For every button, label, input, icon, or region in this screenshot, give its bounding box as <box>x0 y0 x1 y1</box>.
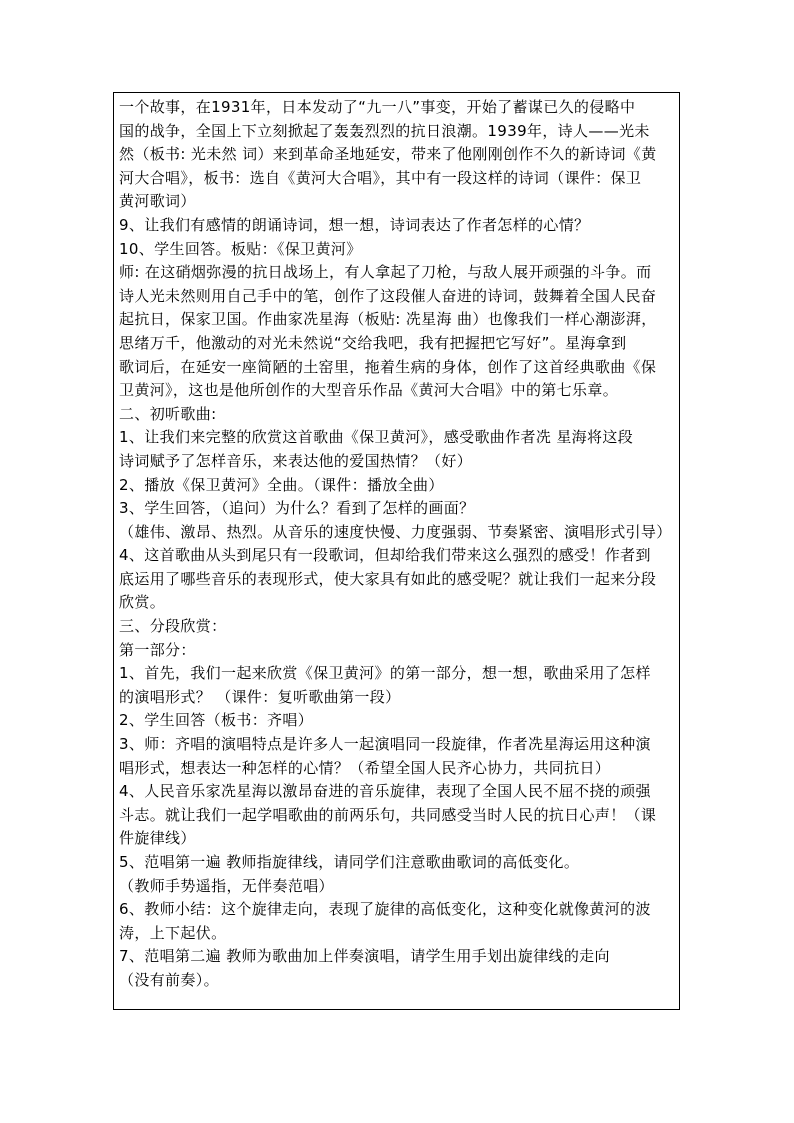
text-line: 件旋律线） <box>119 829 196 848</box>
text-line: 诗词赋予了怎样音乐，来表达他的爱国热情？（好） <box>119 451 473 470</box>
text-line: （教师手势遥指，无伴奏范唱） <box>119 876 334 895</box>
text-line: 底运用了哪些音乐的表现形式，使大家具有如此的感受呢？就让我们一起来分段 <box>119 569 657 588</box>
text-line: 欣赏。 <box>119 593 166 612</box>
text-line: 二、初听歌曲: <box>119 404 217 423</box>
text-line: 涛，上下起伏。 <box>119 923 227 942</box>
text-line: 一个故事，在1931年，日本发动了“九一八”事变，开始了蓄谋已久的侵略中 <box>119 98 636 116</box>
text-line: 2、播放《保卫黄河》全曲。（课件：播放全曲） <box>119 475 444 494</box>
text-line: 10、学生回答。板贴：《保卫黄河》 <box>119 239 362 258</box>
text-line: 2、学生回答（板书：齐唱） <box>119 711 314 730</box>
text-line: 国的战争，全国上下立刻掀起了轰轰烈烈的抗日浪潮。1939年，诗人——光未 <box>119 121 650 140</box>
text-line: 1、让我们来完整的欣赏这首歌曲《保卫黄河》，感受歌曲作者冼 星海将这段 <box>119 428 634 447</box>
text-line: 第一部分： <box>119 640 196 659</box>
text-line: 4、人民音乐家冼星海以激昂奋进的音乐旋律，表现了全国人民不屈不挠的顽强 <box>119 782 651 801</box>
text-line: （雄伟、激昂、热烈。从音乐的速度快慢、力度强弱、节奏紧密、演唱形式引导） <box>119 522 672 541</box>
text-line: 5、范唱第一遍 教师指旋律线，请同学们注意歌曲歌词的高低变化。 <box>119 853 580 871</box>
text-line: 唱形式，想表达一种怎样的心情？（希望全国人民齐心协力，共同抗日） <box>119 758 611 777</box>
text-line: 三、分段欣赏： <box>119 617 227 636</box>
text-line: 黄河歌词） <box>119 192 196 211</box>
text-line: 思绪万千，他激动的对光未然说“交给我吧，我有把握把它写好”。星海拿到 <box>119 333 627 352</box>
text-line: 4、这首歌曲从头到尾只有一段歌词，但却给我们带来这么强烈的感受！作者到 <box>119 546 651 565</box>
text-line: （没有前奏）。 <box>119 970 219 989</box>
text-line: 师: 在这硝烟弥漫的抗日战场上，有人拿起了刀枪，与敌人展开顽强的斗争。而 <box>119 263 652 282</box>
text-line: 1、首先，我们一起来欣赏《保卫黄河》的第一部分，想一想，歌曲采用了怎样 <box>119 664 651 683</box>
text-line: 3、学生回答，（追问）为什么？看到了怎样的画面？ <box>119 499 475 518</box>
text-line: 然（板书: 光未然 词）来到革命圣地延安，带来了他刚刚创作不久的新诗词《黄 <box>119 145 657 164</box>
text-line: 3、师：齐唱的演唱特点是许多人一起演唱同一段旋律，作者冼星海运用这种演 <box>119 735 651 754</box>
text-line: 卫黄河》，这也是他所创作的大型音乐作品《黄河大合唱》中的第七乐章。 <box>119 381 619 400</box>
text-line: 起抗日，保家卫国。作曲家冼星海（板贴: 冼星海 曲）也像我们一样心潮澎湃， <box>119 310 657 329</box>
text-line: 歌词后，在延安一座简陋的土窑里，拖着生病的身体，创作了这首经典歌曲《保 <box>119 357 657 376</box>
text-line: 的演唱形式？ （课件：复听歌曲第一段） <box>119 687 401 706</box>
text-line: 6、教师小结：这个旋律走向，表现了旋律的高低变化，这种变化就像黄河的波 <box>119 900 651 919</box>
text-line: 河大合唱》，板书：选自《黄河大合唱》，其中有一段这样的诗词（课件：保卫 <box>119 168 642 187</box>
text-line: 9、让我们有感情的朗诵诗词，想一想，诗词表达了作者怎样的心情？ <box>119 215 590 234</box>
text-line: 诗人光未然则用自己手中的笔，创作了这段催人奋进的诗词，鼓舞着全国人民奋 <box>119 286 657 305</box>
text-line: 7、范唱第二遍 教师为歌曲加上伴奏演唱，请学生用手划出旋律线的走向 <box>119 947 610 966</box>
text-line: 斗志。就让我们一起学唱歌曲的前两乐句，共同感受当时人民的抗日心声！（课 <box>119 805 657 824</box>
lesson-plan-table-cell <box>113 92 680 1010</box>
